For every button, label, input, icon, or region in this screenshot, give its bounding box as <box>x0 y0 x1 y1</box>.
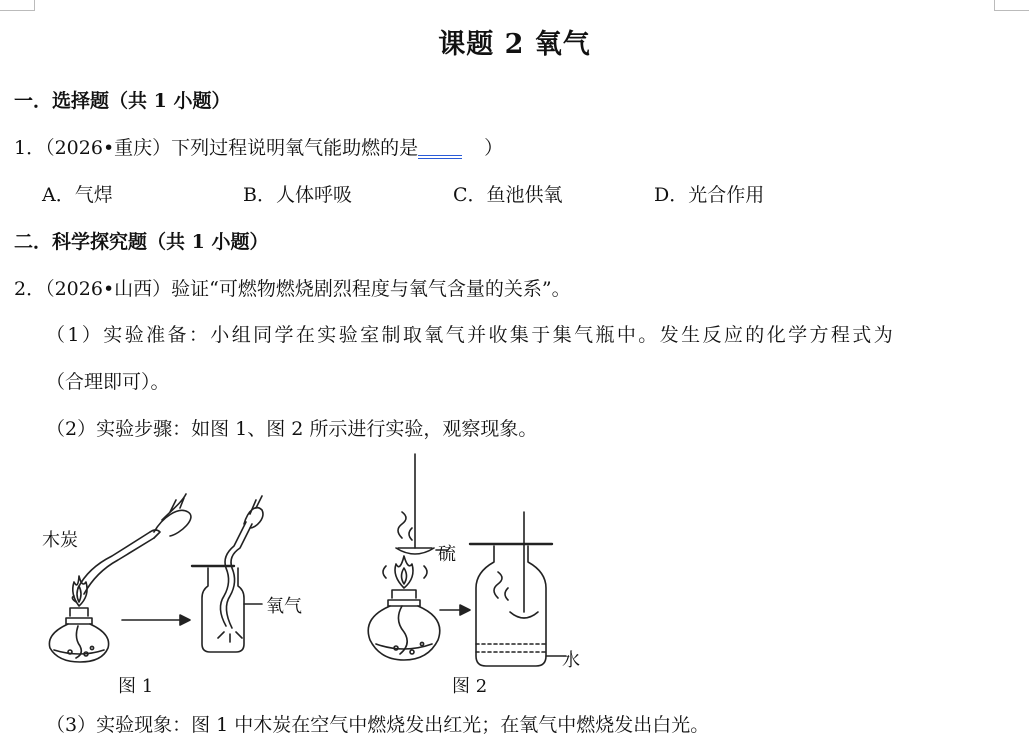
figure-2-caption: 图 2 <box>452 676 488 697</box>
question-1-stem-end: ） <box>484 137 504 159</box>
question-2-part-2: （2）实验步骤：如图 1、图 2 所示进行实验，观察现象。 <box>46 418 538 440</box>
label-charcoal: 木炭 <box>42 530 78 551</box>
alcohol-lamp-1 <box>49 576 108 662</box>
label-sulfur: 硫 <box>438 544 456 565</box>
alcohol-lamp-2 <box>368 556 440 660</box>
option-c: C．鱼池供氧 <box>453 184 563 206</box>
gas-jar-oxygen <box>192 496 263 652</box>
question-1-stem-text: 1．（2026•重庆）下列过程说明氧气能助燃的是 <box>14 137 419 159</box>
answer-blank[interactable] <box>418 139 462 156</box>
page-title: 课题 2 氧气 <box>438 29 591 60</box>
question-2-stem: 2．（2026•山西）验证“可燃物燃烧剧烈程度与氧气含量的关系”。 <box>14 278 571 300</box>
option-b: B．人体呼吸 <box>243 184 352 206</box>
label-water: 水 <box>562 650 580 671</box>
option-a: A．气焊 <box>42 184 113 206</box>
figure-1-caption: 图 1 <box>118 676 154 697</box>
option-d: D．光合作用 <box>654 184 765 206</box>
label-oxygen: 氧气 <box>266 596 302 617</box>
section-heading-inquiry: 二．科学探究题（共 1 小题） <box>14 231 269 253</box>
question-2-part-3: （3）实验现象：图 1 中木炭在空气中燃烧发出红光；在氧气中燃烧发出白光。 <box>46 714 710 736</box>
question-2-part-1: （1）实验准备：小组同学在实验室制取氧气并收集于集气瓶中。发生反应的化学方程式为 <box>46 324 896 346</box>
crucible-tongs-1 <box>72 494 191 602</box>
page-corner-left <box>0 0 35 11</box>
experiment-diagram <box>30 448 640 698</box>
question-2-part-1-cont: （合理即可）。 <box>46 371 170 393</box>
gas-jar-water <box>470 512 566 666</box>
deflagrating-spoon-2 <box>396 454 448 554</box>
section-heading-choice: 一．选择题（共 1 小题） <box>14 90 231 112</box>
experiment-figure <box>30 448 640 698</box>
page-corner-right <box>994 0 1029 11</box>
question-1-stem <box>14 133 503 160</box>
